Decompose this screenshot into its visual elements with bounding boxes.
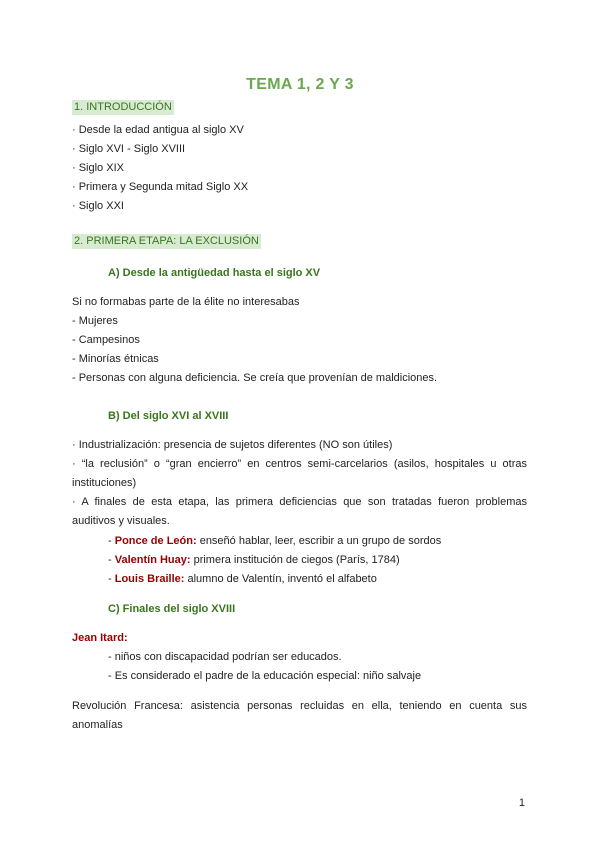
paragraph: · A finales de esta etapa, las primera deficiencias que son tratadas fueron problemas auditivos y visuales. xyxy=(72,496,527,527)
dash: - xyxy=(108,554,115,566)
list-item: - Minorías étnicas xyxy=(72,353,159,365)
page-title: TEMA 1, 2 Y 3 xyxy=(246,76,354,93)
subheading-antiguedad: A) Desde la antigüedad hasta el siglo XV xyxy=(108,267,321,279)
person-name: Ponce de León: xyxy=(114,535,197,547)
list-item: - niños con discapacidad podrían ser educados. xyxy=(108,651,342,663)
section-heading-introduccion: 1. INTRODUCCIÓN xyxy=(74,101,172,113)
list-item: · Primera y Segunda mitad Siglo XX xyxy=(72,181,249,193)
person-description: primera institución de ciegos (París, 1784) xyxy=(190,554,400,566)
paragraph: · Industrialización: presencia de sujetos diferentes (NO son útiles) xyxy=(72,439,393,451)
list-item: · Siglo XVI - Siglo XVIII xyxy=(72,143,186,155)
person-description: enseñó hablar, leer, escribir a un grupo de sordos xyxy=(196,535,442,547)
list-item: · Desde la edad antigua al siglo XV xyxy=(72,124,244,136)
list-item: - Campesinos xyxy=(72,334,140,346)
person-description: alumno de Valentín, inventó el alfabeto xyxy=(184,573,377,585)
person-name: Valentín Huay: xyxy=(114,554,191,566)
list-item: · Siglo XXI xyxy=(72,200,124,212)
list-item: · Siglo XIX xyxy=(72,162,124,174)
subheading-siglo-xvi-xviii: B) Del siglo XVI al XVIII xyxy=(108,410,229,422)
subheading-finales-xviii: C) Finales del siglo XVIII xyxy=(108,603,236,615)
section-heading-exclusion: 2. PRIMERA ETAPA: LA EXCLUSIÓN xyxy=(74,235,259,247)
person-name: Jean Itard: xyxy=(72,632,128,644)
page-number: 1 xyxy=(518,797,525,809)
list-item: - Mujeres xyxy=(72,315,118,327)
person-item xyxy=(108,534,441,548)
paragraph: Revolución Francesa: asistencia personas recluidas en ella, teniendo en cuenta sus anomalías xyxy=(72,700,527,731)
list-item: - Es considerado el padre de la educación especial: niño salvaje xyxy=(108,670,422,682)
person-item xyxy=(108,572,377,586)
dash: - xyxy=(108,535,115,547)
dash: - xyxy=(108,573,115,585)
paragraph: · “la reclusión” o “gran encierro” en centros semi-carcelarios (asilos, hospitales u otras instituciones) xyxy=(72,458,527,489)
list-item: - Personas con alguna deficiencia. Se creía que provenían de maldiciones. xyxy=(72,372,438,384)
person-name: Louis Braille: xyxy=(114,573,185,585)
paragraph: Si no formabas parte de la élite no interesabas xyxy=(72,296,300,308)
person-item xyxy=(108,553,400,567)
